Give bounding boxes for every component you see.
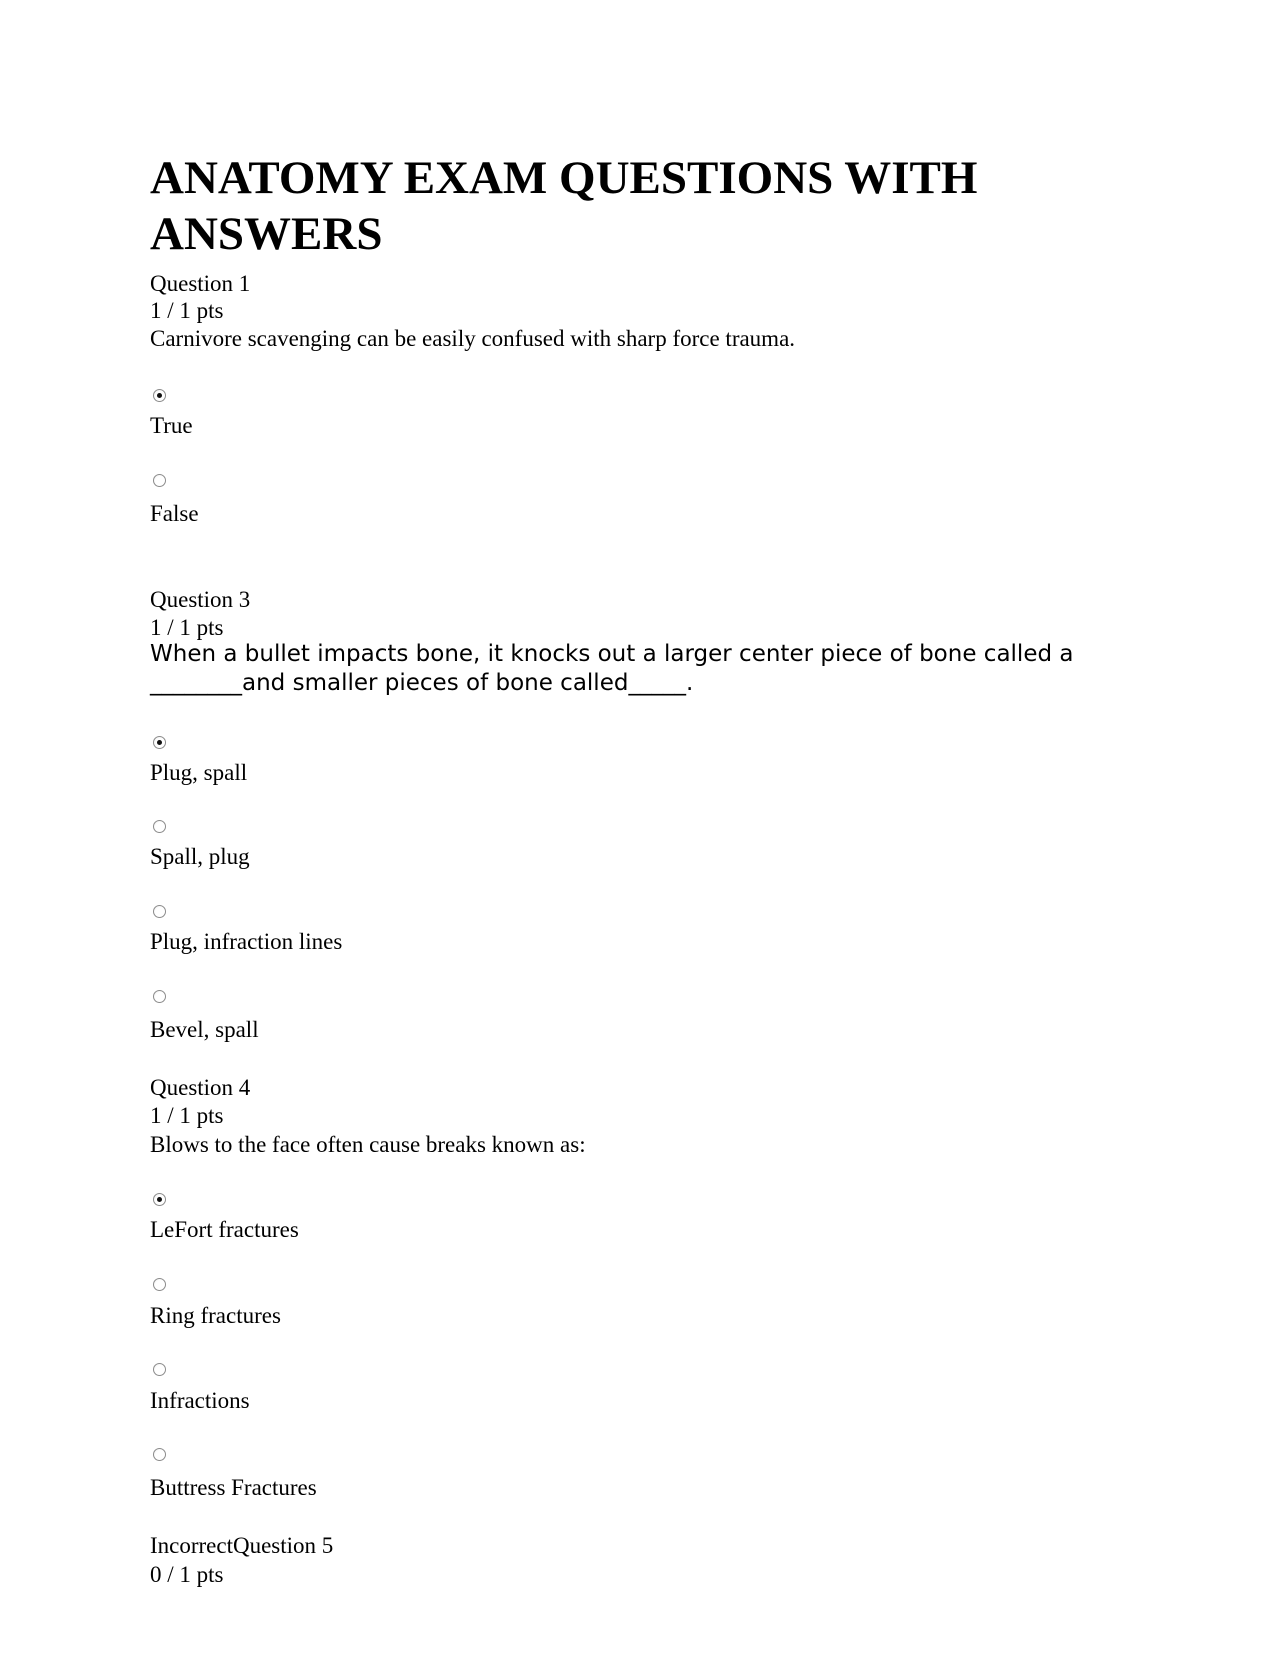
question-header: Question 4 — [150, 1075, 251, 1100]
question-points: 0 / 1 pts — [150, 1562, 224, 1587]
radio-button[interactable] — [153, 990, 166, 1003]
option-label: Bevel, spall — [150, 1017, 259, 1042]
option-label: LeFort fractures — [150, 1217, 299, 1242]
question-prompt: Blows to the face often cause breaks known as: — [150, 1132, 586, 1157]
radio-button[interactable] — [153, 474, 166, 487]
question-points: 1 / 1 pts — [150, 615, 224, 640]
radio-button-selected[interactable] — [153, 389, 166, 402]
question-prompt: Carnivore scavenging can be easily confused with sharp force trauma. — [150, 326, 796, 351]
option-label: Spall, plug — [150, 844, 250, 869]
radio-button-selected[interactable] — [153, 736, 166, 749]
option-label: Plug, infraction lines — [150, 929, 343, 954]
question-prompt: When a bullet impacts bone, it knocks out a larger center piece of bone called a ________and smaller pieces of bone called_____. — [150, 641, 1074, 696]
option-label: Plug, spall — [150, 760, 248, 785]
option-label: True — [150, 413, 193, 438]
question-points: 1 / 1 pts — [150, 298, 224, 323]
option-label: Infractions — [150, 1388, 250, 1413]
radio-button[interactable] — [153, 820, 166, 833]
question-header: Question 3 — [150, 587, 251, 612]
radio-button[interactable] — [153, 1363, 166, 1376]
radio-button[interactable] — [153, 1448, 166, 1461]
option-label: False — [150, 501, 199, 526]
question-header: IncorrectQuestion 5 — [150, 1533, 334, 1558]
question-header: Question 1 — [150, 271, 251, 296]
option-label: Ring fractures — [150, 1303, 281, 1328]
question-points: 1 / 1 pts — [150, 1103, 224, 1128]
radio-button[interactable] — [153, 905, 166, 918]
radio-button[interactable] — [153, 1278, 166, 1291]
page-title: ANATOMY EXAM QUESTIONS WITH ANSWERS — [150, 152, 978, 260]
radio-button-selected[interactable] — [153, 1193, 166, 1206]
option-label: Buttress Fractures — [150, 1475, 317, 1500]
